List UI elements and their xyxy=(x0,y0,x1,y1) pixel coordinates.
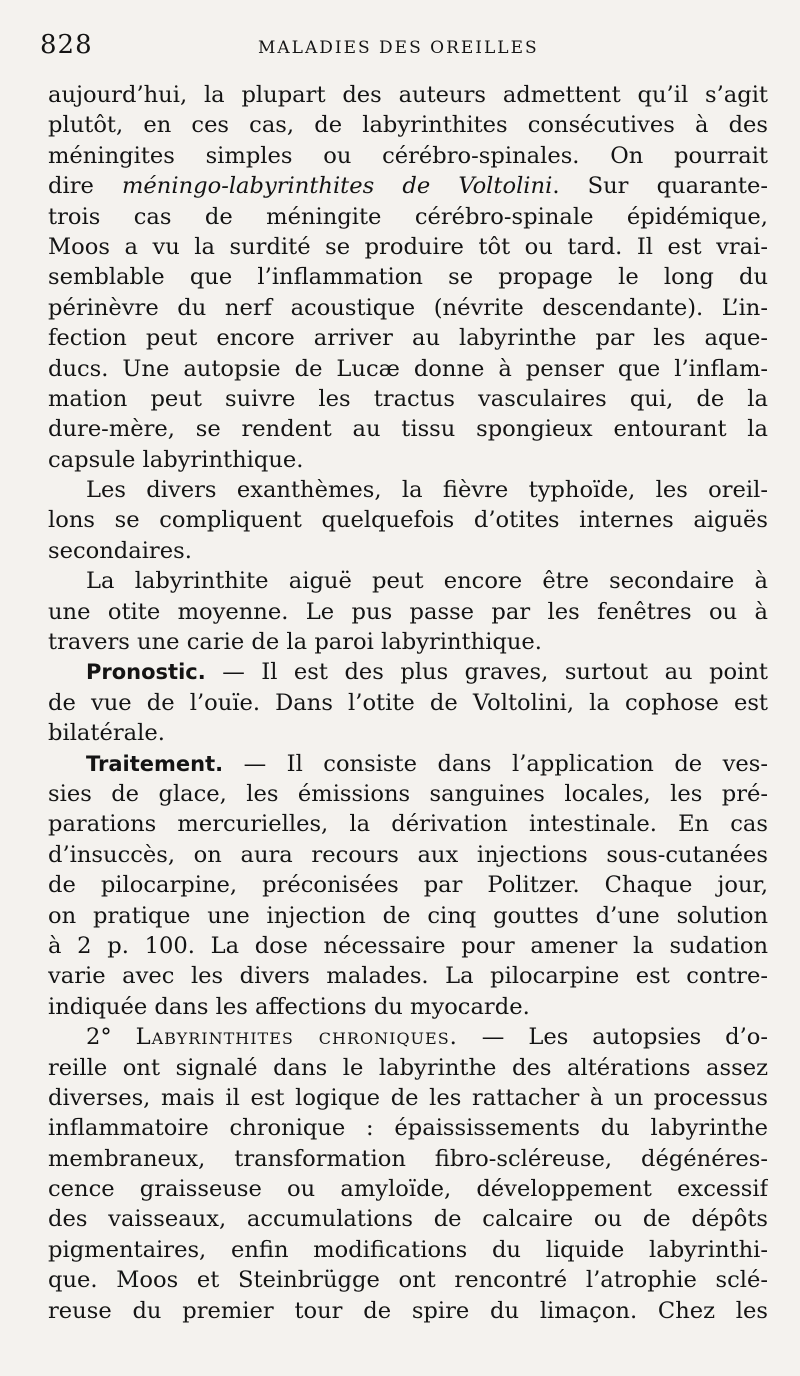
text-line: mation peut suivre les tractus vasculaires qui, de la xyxy=(48,385,768,412)
text-line: que. Moos et Steinbrügge ont rencontré l’atrophie sclé- xyxy=(48,1267,768,1294)
body-text xyxy=(48,80,768,1326)
text-line: reuse du premier tour de spire du limaçon. Chez les xyxy=(48,1297,768,1324)
text-run: — Il consiste dans l’application de ves- xyxy=(223,750,768,777)
text-line: secondaires. xyxy=(48,537,192,564)
text-line: fection peut encore arriver au labyrinthe par les aque- xyxy=(48,325,768,352)
text-line: trois cas de méningite cérébro-spinale épidémique, xyxy=(48,203,768,230)
text-line: travers une carie de la paroi labyrinthique. xyxy=(48,629,542,656)
text-line: La labyrinthite aiguë peut encore être secondaire à xyxy=(86,568,768,595)
text-line: de vue de l’ouïe. Dans l’otite de Voltolini, la cophose est xyxy=(48,689,768,716)
text-line: cence graisseuse ou amyloïde, développement excessif xyxy=(48,1176,768,1203)
text-line: bilatérale. xyxy=(48,720,165,747)
italic-term: méningo-labyrinthites de Voltolini xyxy=(122,173,553,200)
text-run: dire xyxy=(48,173,122,200)
text-line: méningites simples ou cérébro-spinales. On pourrait xyxy=(48,142,768,169)
text-line: de pilocarpine, préconisées par Politzer. Chaque jour, xyxy=(48,872,768,899)
text-line: inflammatoire chronique : épaississements du labyrinthe xyxy=(48,1115,768,1142)
text-line: Moos a vu la surdité se produire tôt ou tard. Il est vrai- xyxy=(48,233,768,260)
text-run: — Il est des plus graves, surtout au point xyxy=(205,659,768,686)
text-line: lons se compliquent quelquefois d’otites internes aiguës xyxy=(48,507,768,534)
text-line: d’insuccès, on aura recours aux injections sous-cutanées xyxy=(48,841,768,868)
section-heading-pronostic: Pronostic. xyxy=(86,660,206,685)
text-line: indiquée dans les affections du myocarde. xyxy=(48,993,530,1020)
text-line xyxy=(48,657,768,687)
text-line: Les divers exanthèmes, la fièvre typhoïde, les oreil- xyxy=(86,477,768,504)
text-run: . Sur quarante- xyxy=(552,173,768,200)
text-line: des vaisseaux, accumulations de calcaire ou de dépôts xyxy=(48,1206,768,1233)
running-title: MALADIES DES OREILLES xyxy=(258,38,539,58)
text-line: dure-mère, se rendent au tissu spongieux entourant la xyxy=(48,416,768,443)
text-line: ducs. Une autopsie de Lucæ donne à penser que l’inflam- xyxy=(48,355,768,382)
section-heading-labyrinthites-chroniques: Labyrinthites chroniques. xyxy=(135,1024,458,1051)
text-line: on pratique une injection de cinq gouttes d’une solution xyxy=(48,902,768,929)
text-line: périnèvre du nerf acoustique (névrite descendante). L’in- xyxy=(48,294,768,321)
text-run: — Les autopsies d’o- xyxy=(457,1024,768,1051)
text-line: reille ont signalé dans le labyrinthe des altérations assez xyxy=(48,1054,768,1081)
text-line xyxy=(48,1022,768,1052)
section-heading-traitement: Traitement. xyxy=(86,751,224,776)
text-run: 2° xyxy=(86,1024,136,1051)
text-line: membraneux, transformation fibro-scléreuse, dégénéres- xyxy=(48,1145,768,1172)
page-number: 828 xyxy=(40,30,93,60)
text-line xyxy=(48,171,768,201)
text-line: parations mercurielles, la dérivation intestinale. En cas xyxy=(48,811,768,838)
text-line: plutôt, en ces cas, de labyrinthites consécutives à des xyxy=(48,112,768,139)
text-line: capsule labyrinthique. xyxy=(48,446,304,473)
text-line: sies de glace, les émissions sanguines locales, les pré- xyxy=(48,780,768,807)
text-line: diverses, mais il est logique de les rattacher à un processus xyxy=(48,1084,768,1111)
text-line: pigmentaires, enfin modifications du liquide labyrinthi- xyxy=(48,1236,768,1263)
text-line: varie avec les divers malades. La pilocarpine est contre- xyxy=(48,963,768,990)
text-line xyxy=(48,749,768,779)
text-line: aujourd’hui, la plupart des auteurs admettent qu’il s’agit xyxy=(48,82,768,108)
text-line: une otite moyenne. Le pus passe par les fenêtres ou à xyxy=(48,598,768,625)
page-header xyxy=(40,28,780,68)
text-line: à 2 p. 100. La dose nécessaire pour amener la sudation xyxy=(48,932,768,959)
text-line: semblable que l’inflammation se propage le long du xyxy=(48,264,768,291)
